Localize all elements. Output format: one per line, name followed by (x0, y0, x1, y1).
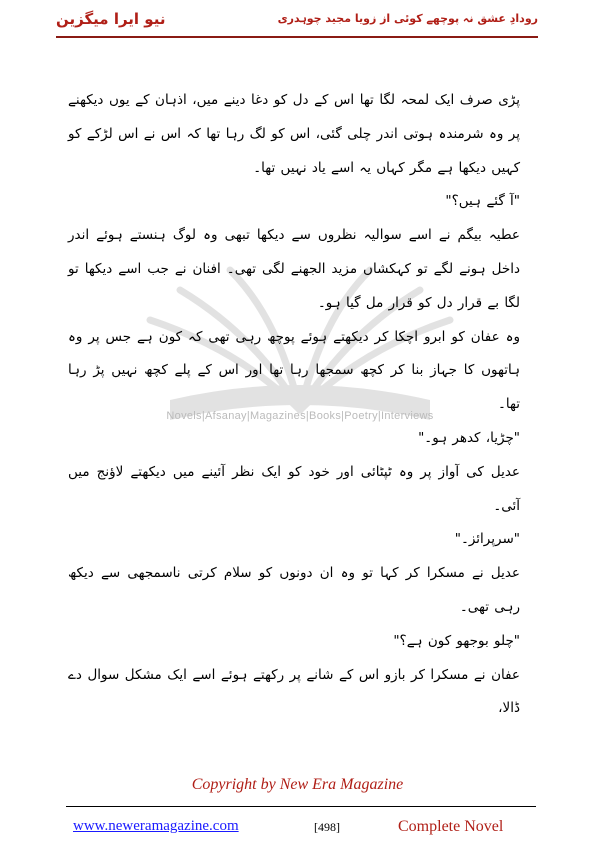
page-number: [498] (314, 820, 340, 834)
watermark-text: Novels|Afsanay|Magazines|Books|Poetry|Interviews (166, 410, 434, 422)
paragraph: عدیل کی آواز پر وہ ٹپٹائی اور خود کو ایک نظر آئینے میں دیکھتے لاؤنج میں آئی۔ (68, 463, 520, 514)
paragraph: "آ گئے ہیں؟" (445, 193, 520, 210)
paragraph: "چڑیا، کدھر ہو۔" (418, 429, 520, 446)
paragraph: وہ عفان کو ابرو اچکا کر دیکھتے ہوئے پوچھ رہی تھی کہ کون ہے جس پر وہ ہاتھوں کا جہاز بنا کر کچھ سمجھا رہا تھا اور اس کے پلے کچھ نہیں پڑ رہا تھا۔ (68, 328, 520, 413)
paragraph: عطیہ بیگم نے اسے سوالیہ نظروں سے دیکھا تبھی وہ لوگ ہنستے ہوئے اندر داخل ہونے لگے تو کہکشاں مزید الجھنے لگی تھی۔ افنان نے جب اسے دیکھا تو لگا بے قرار دل کو قرار مل گیا ہو۔ (68, 227, 520, 311)
website-link[interactable]: www.neweramagazine.com (73, 818, 239, 834)
paragraph: "سرپرائز۔" (454, 531, 520, 548)
complete-novel-label: Complete Novel (398, 818, 504, 835)
paragraph: عدیل نے مسکرا کر کہا تو وہ ان دونوں کو سلام کرتی ناسمجھی سے دیکھ رہی تھی۔ (68, 565, 520, 615)
paragraph: "چلو بوجھو کون ہے؟" (393, 632, 520, 649)
page-header (56, 10, 538, 38)
novel-title: رودادِ عشق نہ پوچھے کوئی از زویا مجید چوہدری (277, 12, 538, 25)
footer-divider (66, 806, 536, 807)
magazine-brand: نیو ایرا میگزین (56, 10, 166, 28)
paragraph: پڑی صرف ایک لمحہ لگا تھا اس کے دل کو دغا دینے میں، اذہان کے یوں دیکھنے پر وہ شرمندہ ہوتی اندر چلی گئی، اس کو لگ رہا تھا کہ اس نے اس لڑکے کو کہیں دیکھا ہے مگر کہاں یہ اسے یاد نہیں تھا۔ (68, 92, 520, 176)
paragraph: عفان نے مسکرا کر بازو اس کے شانے پر رکھتے ہوئے اسے ایک مشکل سوال دے ڈالا، (68, 666, 520, 717)
novel-text (68, 84, 520, 726)
copyright-notice: Copyright by New Era Magazine (191, 776, 404, 793)
